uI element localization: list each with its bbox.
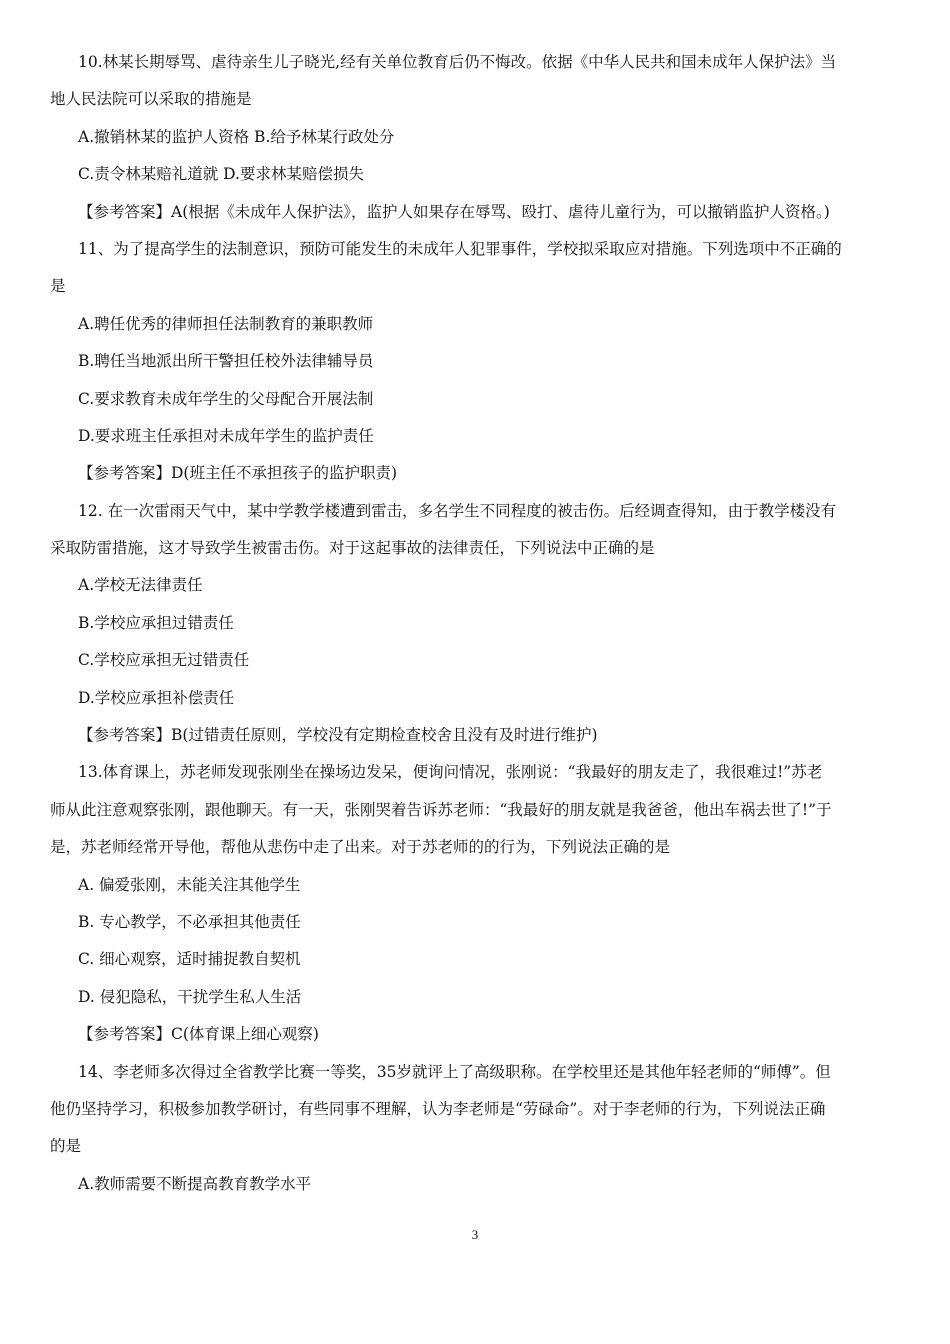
answer-option: C. 细心观察，适时捕捉教自契机 <box>78 950 301 969</box>
answer-option: A.学校无法律责任 <box>78 576 203 595</box>
question-line: 12. 在一次雷雨天气中，某中学教学楼遭到雷击，多名学生不同程度的被击伤。后经调查得知，由于教学楼没有 <box>78 501 837 520</box>
question-line: 11、为了提高学生的法制意识，预防可能发生的未成年人犯罪事件，学校拟采取应对措施。下列选项中不正确的 <box>78 239 842 258</box>
page-number: 3 <box>471 1227 479 1242</box>
answer-option: C.责令林某赔礼道就 D.要求林某赔偿损失 <box>78 165 364 184</box>
answer-option: A. 偏爱张刚，未能关注其他学生 <box>78 875 301 894</box>
answer-option: C.要求教育未成年学生的父母配合开展法制 <box>78 389 374 408</box>
question-continuation: 的是 <box>50 1137 82 1156</box>
question-continuation: 是 <box>50 277 66 296</box>
answer-option: B. 专心教学，不必承担其他责任 <box>78 912 301 931</box>
answer-option: A.聘任优秀的律师担任法制教育的兼职教师 <box>78 314 374 333</box>
reference-answer: 【参考答案】D(班主任不承担孩子的监护职责) <box>78 464 398 483</box>
reference-answer: 【参考答案】C(体育课上细心观察) <box>78 1025 319 1044</box>
answer-option: B.聘任当地派出所干警担任校外法律辅导员 <box>78 352 374 371</box>
answer-option: D. 侵犯隐私，干扰学生私人生活 <box>78 987 302 1006</box>
reference-answer: 【参考答案】A(根据《未成年人保护法》，监护人如果存在辱骂、殴打、虐待儿童行为，可以撤销监护人资格。) <box>78 202 830 221</box>
question-continuation: 地人民法院可以采取的措施是 <box>50 90 252 109</box>
question-continuation: 他仍坚持学习，积极参加教学研讨，有些同事不理解，认为李老师是“劳碌命”。对于李老师的行为，下列说法正确 <box>50 1099 826 1118</box>
answer-option: A.撤销林某的监护人资格 B.给予林某行政处分 <box>78 127 395 146</box>
reference-answer: 【参考答案】B(过错责任原则，学校没有定期检查校舍且没有及时进行维护) <box>78 726 598 745</box>
question-continuation: 师从此注意观察张刚，跟他聊天。有一天，张刚哭着告诉苏老师：“我最好的朋友就是我爸爸，他出车祸去世了!”于 <box>50 800 832 819</box>
answer-option: A.教师需要不断提高教育教学水平 <box>78 1174 312 1193</box>
answer-option: D.学校应承担补偿责任 <box>78 688 235 707</box>
question-line: 13.体育课上，苏老师发现张刚坐在操场边发呆，便询问情况，张刚说：“我最好的朋友走了，我很难过!”苏老 <box>78 763 823 782</box>
question-continuation: 是，苏老师经常开导他，帮他从悲伤中走了出来。对于苏老师的的行为，下列说法正确的是 <box>50 838 671 857</box>
document-body <box>50 44 910 1203</box>
answer-option: D.要求班主任承担对未成年学生的监护责任 <box>78 426 374 445</box>
question-line: 10.林某长期辱骂、虐待亲生儿子晓光,经有关单位教育后仍不悔改。依据《中华人民共和国未成年人保护法》当 <box>78 53 837 71</box>
question-continuation: 采取防雷措施，这才导致学生被雷击伤。对于这起事故的法律责任，下列说法中正确的是 <box>50 539 655 558</box>
answer-option: C.学校应承担无过错责任 <box>78 651 250 670</box>
answer-option: B.学校应承担过错责任 <box>78 613 234 632</box>
question-line: 14、李老师多次得过全省教学比赛一等奖，35岁就评上了高级职称。在学校里还是其他年轻老师的“师傅”。但 <box>78 1062 831 1081</box>
